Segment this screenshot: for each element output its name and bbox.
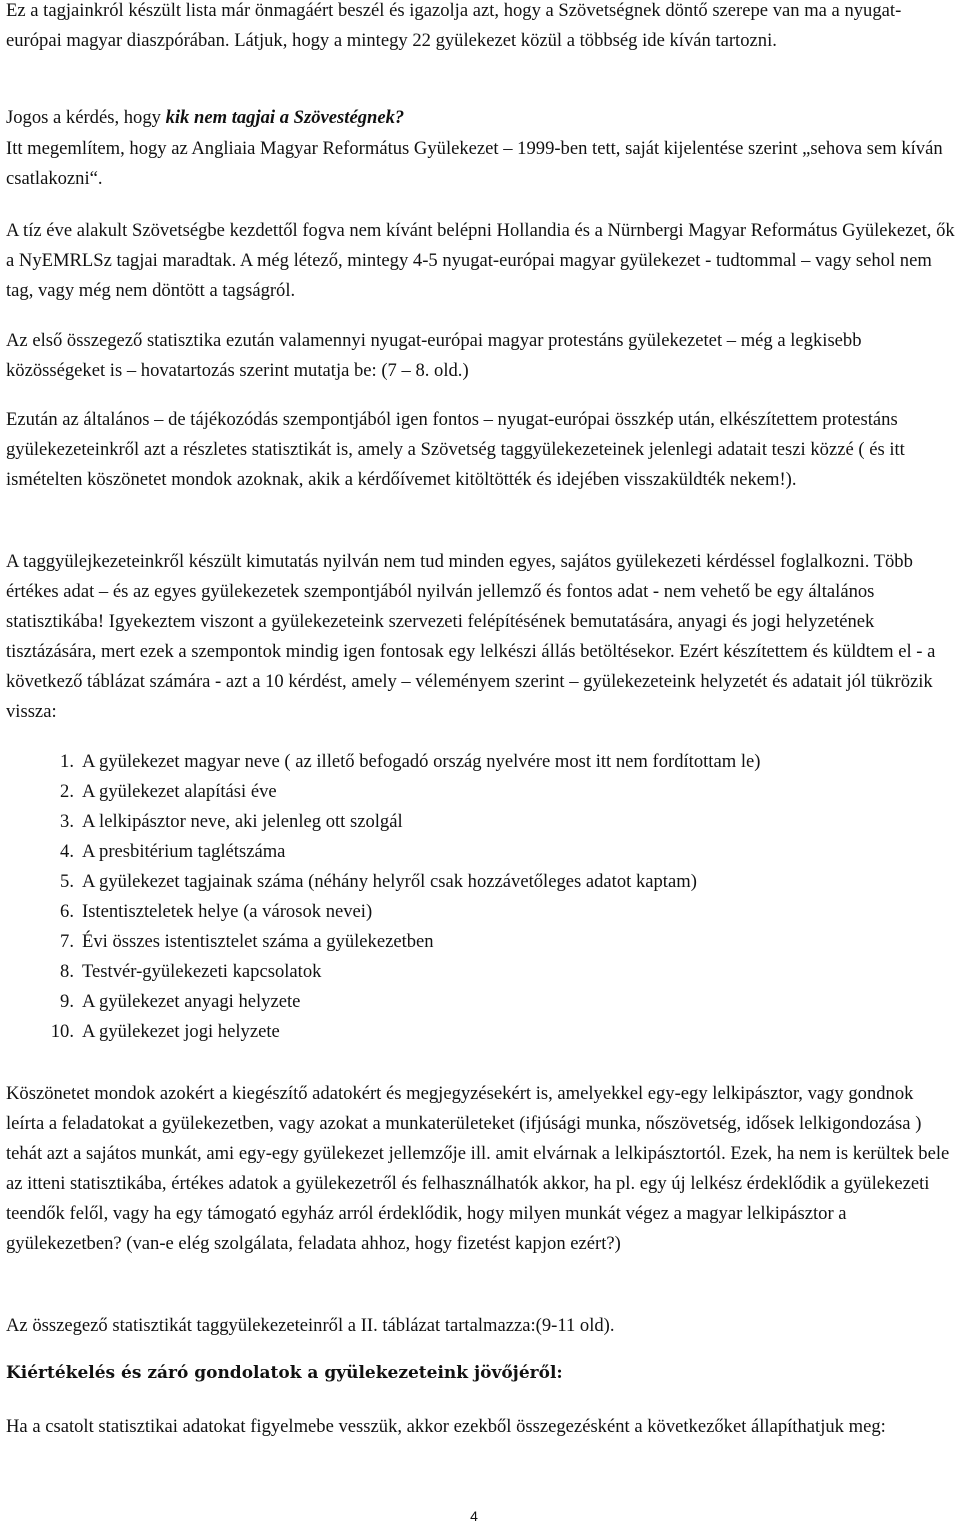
list-number: 8. bbox=[60, 961, 74, 982]
paragraph: Köszönetet mondok azokért a kiegészítő adatokért és megjegyzésekért is, amelyekkel egy-egy lelkipásztor, vagy gondnok leírta a feladatokat a gyülekezetben, vagy azokat a munkaterületeket (ifjúsági munka, nőszövetség, idősek lelkigondozása ) tehát azt a sajátos munkát, ami egy-egy gyülekezet jellemzője ill. amit elvárnak a lelkipásztortól. Ezek, ha nem is kerültek bele az itteni statisztikába, értékes adatok a gyülekezetről és felhasználhatók akkor, ha pl. egy új lelkész érdeklődik a gyülekezeti teendők felől, vagy ha egy támogató egyház arról érdeklődik, hogy milyen munkát végez a magyar lelkipásztor a gyülekezetben? (van-e elég szolgálata, feladata ahhoz, hogy fizetést kapjon ezért?) bbox=[6, 1083, 950, 1254]
list-item bbox=[6, 957, 956, 987]
paragraph: Ezután az általános – de tájékozódás szempontjából igen fontos – nyugat-európai összkép után, elkészítettem protestáns gyülekezeteinkről azt a részletes statisztikát is, amely a Szövetség taggyülekezeteinek jelenlegi adatait teszi közzé ( és itt ismételten köszönetet mondok azoknak, akik a kérdőívemet kitöltötték és idejében visszaküldték nekem!). bbox=[6, 409, 905, 490]
paragraph: Az összegező statisztikát taggyülekezeteinről a II. táblázat tartalmazza:(9-11 old). bbox=[6, 1315, 615, 1336]
list-item bbox=[6, 897, 956, 927]
list-number: 7. bbox=[60, 931, 74, 952]
emphasized-question: kik nem tagjai a Szövestégnek? bbox=[165, 107, 405, 128]
paragraph: Itt megemlítem, hogy az Angliaia Magyar Református Gyülekezet – 1999-ben tett, saját kijelentése szerint „sehova sem kíván csatlakozni“. bbox=[6, 138, 943, 189]
list-item bbox=[6, 867, 956, 897]
list-number: 4. bbox=[60, 841, 74, 862]
list-text: A gyülekezet tagjainak száma (néhány helyről csak hozzávetőleges adatot kaptam) bbox=[82, 871, 697, 892]
page-number: 4 bbox=[470, 1508, 478, 1524]
list-number: 5. bbox=[60, 871, 74, 892]
list-text: Testvér-gyülekezeti kapcsolatok bbox=[82, 961, 322, 982]
paragraph: A taggyülejkezeteinkről készült kimutatás nyilván nem tud minden egyes, sajátos gyülekezeti kérdéssel foglalkozni. Több értékes adat – és az egyes gyülekezetek szempontjából nyilván jellemző és fontos adat - nem vehető be egy általános statisztikába! Igyekeztem viszont a gyülekezeteink szervezeti felépítésének bemutatására, anyagi és jogi helyzetének tisztázására, mert ezek a szempontok mindig igen fontosak egy lelkészi állás betöltésekor. Ezért készítettem és küldtem el - a következő táblázat számára - azt a 10 kérdést, amely – véleményem szerint – gyülekezeteink helyzetét és adatait jól tükrözik vissza: bbox=[6, 551, 936, 722]
list-item bbox=[6, 777, 956, 807]
list-number: 3. bbox=[60, 811, 74, 832]
list-number: 1. bbox=[60, 751, 74, 772]
list-item bbox=[6, 1017, 956, 1047]
paragraph: A tíz éve alakult Szövetségbe kezdettől fogva nem kívánt belépni Hollandia és a Nürnbergi Magyar Református Gyülekezet, ők a NyEMRLSz tagjai maradtak. A még létező, mintegy 4-5 nyugat-európai magyar gyülekezet - tudtommal – vagy sehol nem tag, vagy még nem döntött a tagságról. bbox=[6, 220, 955, 301]
list-item bbox=[6, 837, 956, 867]
list-number: 10. bbox=[50, 1021, 74, 1042]
paragraph: Ez a tagjainkról készült lista már önmagáért beszél és igazolja azt, hogy a Szövetségnek döntő szerepe van ma a nyugat-európai magyar diaszpórában. Látjuk, hogy a mintegy 22 gyülekezet közül a többség ide kíván tartozni. bbox=[6, 0, 902, 51]
list-text: Évi összes istentisztelet száma a gyülekezetben bbox=[82, 931, 434, 952]
list-item bbox=[6, 747, 956, 777]
list-text: A lelkipásztor neve, aki jelenleg ott szolgál bbox=[82, 811, 403, 832]
list-item bbox=[6, 987, 956, 1017]
list-text: A presbitérium taglétszáma bbox=[82, 841, 286, 862]
paragraph bbox=[6, 103, 956, 133]
list-item bbox=[6, 927, 956, 957]
list-number: 9. bbox=[60, 991, 74, 1012]
paragraph: Az első összegező statisztika ezután valamennyi nyugat-európai magyar protestáns gyülekezetet – még a legkisebb közösségeket is – hovatartozás szerint mutatja be: (7 – 8. old.) bbox=[6, 330, 862, 381]
question-list bbox=[6, 747, 956, 1047]
list-number: 2. bbox=[60, 781, 74, 802]
list-item bbox=[6, 807, 956, 837]
list-text: A gyülekezet alapítási éve bbox=[82, 781, 277, 802]
list-text: Istentiszteletek helye (a városok nevei) bbox=[82, 901, 373, 922]
list-text: A gyülekezet magyar neve ( az illető befogadó ország nyelvére most itt nem fordítottam le) bbox=[82, 751, 761, 772]
paragraph: Ha a csatolt statisztikai adatokat figyelmebe vesszük, akkor ezekből összegezésként a következőket állapíthatjuk meg: bbox=[6, 1416, 886, 1437]
list-text: A gyülekezet jogi helyzete bbox=[82, 1021, 280, 1042]
section-heading: Kiértékelés és záró gondolatok a gyülekezeteink jövőjéről: bbox=[6, 1363, 563, 1383]
list-number: 6. bbox=[60, 901, 74, 922]
list-text: A gyülekezet anyagi helyzete bbox=[82, 991, 301, 1012]
paragraph-text: Jogos a kérdés, hogy bbox=[6, 107, 166, 128]
